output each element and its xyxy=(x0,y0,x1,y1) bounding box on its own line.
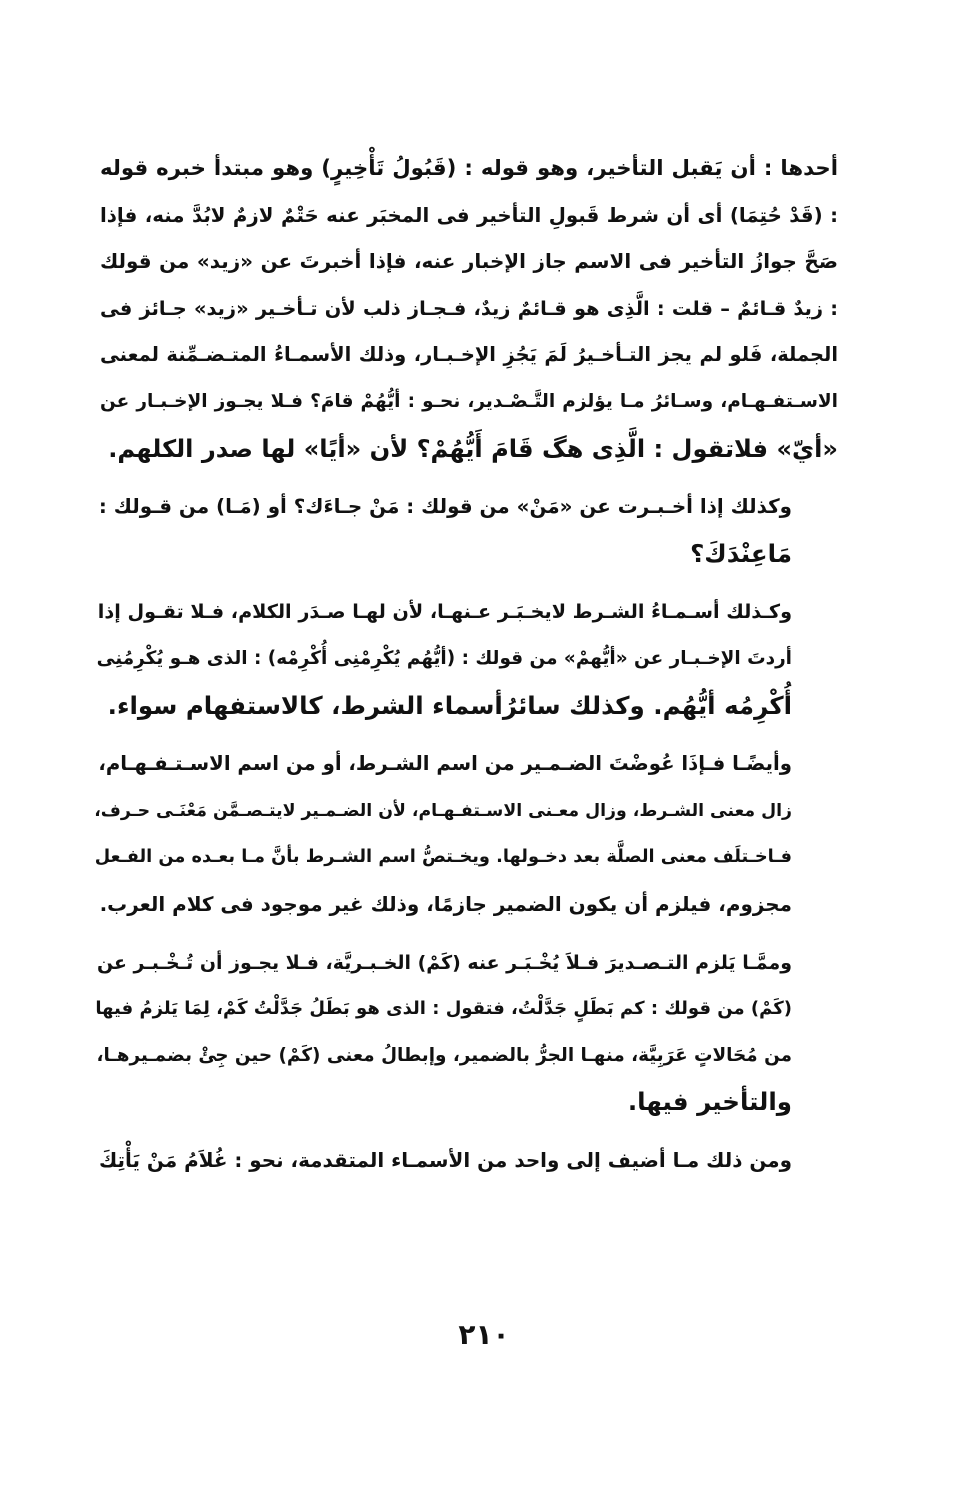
text-line: والتأخير فيها. xyxy=(627,1087,792,1117)
text-line: مجزوم، فيلزم أن يكون الضمير جازمًا، وذلك غير موجود فى كلام العرب. xyxy=(99,891,792,916)
text-line: زال معنى الشـرط، وزال معـنى الاسـتفـهـام، لأن الضـمـير لايتـصـمَّن مَعْنَـى حـرف، xyxy=(94,800,792,821)
text-line: أردتَ الإخـبـار عن «أيُّهمْ» من قولك : (أيُّهُم يُكْرِمْنِى أُكْرِمْه) : الذى هـو يُكْرِمُنِى xyxy=(96,647,792,669)
paragraph-1 xyxy=(100,146,838,472)
text-line: ومن ذلك مـا أضيف إلى واحد من الأسمـاء المتقدمة، نحو : غُلاَمُ مَنْ يَأْتِكَ xyxy=(98,1148,792,1172)
text-line: : (قَدْ حُتِمَا) أى أن شرط قَبولِ التأخير فى المخبَر عنه حَتْمٌ لازمٌ لابُدَّ منه، فإذا xyxy=(100,203,838,227)
text-line: وأيضًـا فـإذَا عُوضْتَ الضـمـير من اسم الشـرط، أو من اسم الاسـتـفـهـام، xyxy=(98,752,792,776)
text-line: : زيدٌ قـائمٌ – قلت : الَّذِى هو قـائمٌ زيدٌ، فـجـاز ذلب لأن تـأخـير «زيد» جـائز فى xyxy=(100,296,838,320)
page-number: ٢١٠ xyxy=(458,1318,510,1351)
page-text xyxy=(94,146,838,1196)
text-line: وممَّـا يَلزم التـصـديرَ فـلاَ يُخْـبَـر عنه (كَمْ) الخـبـريَّة، فـلا يجـوز أن تُـخْـبـر عن xyxy=(96,951,792,974)
paragraph-6 xyxy=(100,1138,838,1185)
paragraph-2 xyxy=(100,484,838,577)
paragraph-5 xyxy=(95,940,838,1126)
text-line: أحدها : أن يَقبل التأخير، وهو قوله : (قَبُولُ تَأْخِيرٍ) وهو مبتدأ خبره قوله xyxy=(100,156,838,181)
paragraph-3 xyxy=(96,589,838,729)
text-line: فـاخـتلَف معنى الصلَّة بعد دخـولها. ويخـتصُّ اسم الشـرط بأنَّ مـا بعـده من الفـعل xyxy=(94,847,792,868)
text-line: وكـذلك أسـمـاءُ الشـرط لايخـبَـر عـنهـا، لأن لهـا صـدَر الكلام، فـلا تقـول إذا xyxy=(97,600,792,624)
text-line: الجملة، فَلو لم يجز التـأخـيرُ لَمَ يَجُزِ الإخـبـار، وذلك الأسمـاءُ المتـضـمِّنة لمعنى xyxy=(100,343,838,367)
text-line: مَاعِنْدَكَ؟ xyxy=(690,538,792,568)
text-line: وكذلك إذا أخـبـرت عن «مَنْ» من قولك : مَنْ جـاءَك؟ أو (مَـا) من قـولك : xyxy=(98,495,792,519)
text-line: (كَمْ) من قولك : كم بَطَلٍ جَدَّلْتُ، فتقول : الذى هو بَطَلُ جَدَّلْتُ كَمْ، لِمَا يَلزمُ فيها xyxy=(95,998,792,1020)
text-line: الاسـتفـهـام، وسـائرُ مـا يؤلزم التَّـصْـدير، نحـو : أيُّهُمْ قامَ؟ فـلا يجـوز الإخـبـار عن xyxy=(100,390,838,412)
text-line: من مُحَالاتٍ عَرَبِيَّة، منهـا الجرُّ بالضمير، وإبطالُ معنى (كَمْ) حين جِئْ بضمـيرهـا، xyxy=(96,1044,792,1066)
text-line: «أيّ» فلاتقول : الَّذِى هگ قَامَ أَيُّهُمْ؟ لأن «أيًا» لها صدر الكلهم. xyxy=(108,434,838,463)
text-line: صَحَّ جوازُ التأخير فى الاسم جاز الإخبار عنه، فإذا أخبرتَ عن «زيد» من قولك xyxy=(100,250,838,274)
text-line: أُكْرِمُه أيُّهُم. وكذلك سائرُأسماء الشرط، كالاستفهام سواء. xyxy=(107,690,792,720)
paragraph-4 xyxy=(94,741,838,927)
